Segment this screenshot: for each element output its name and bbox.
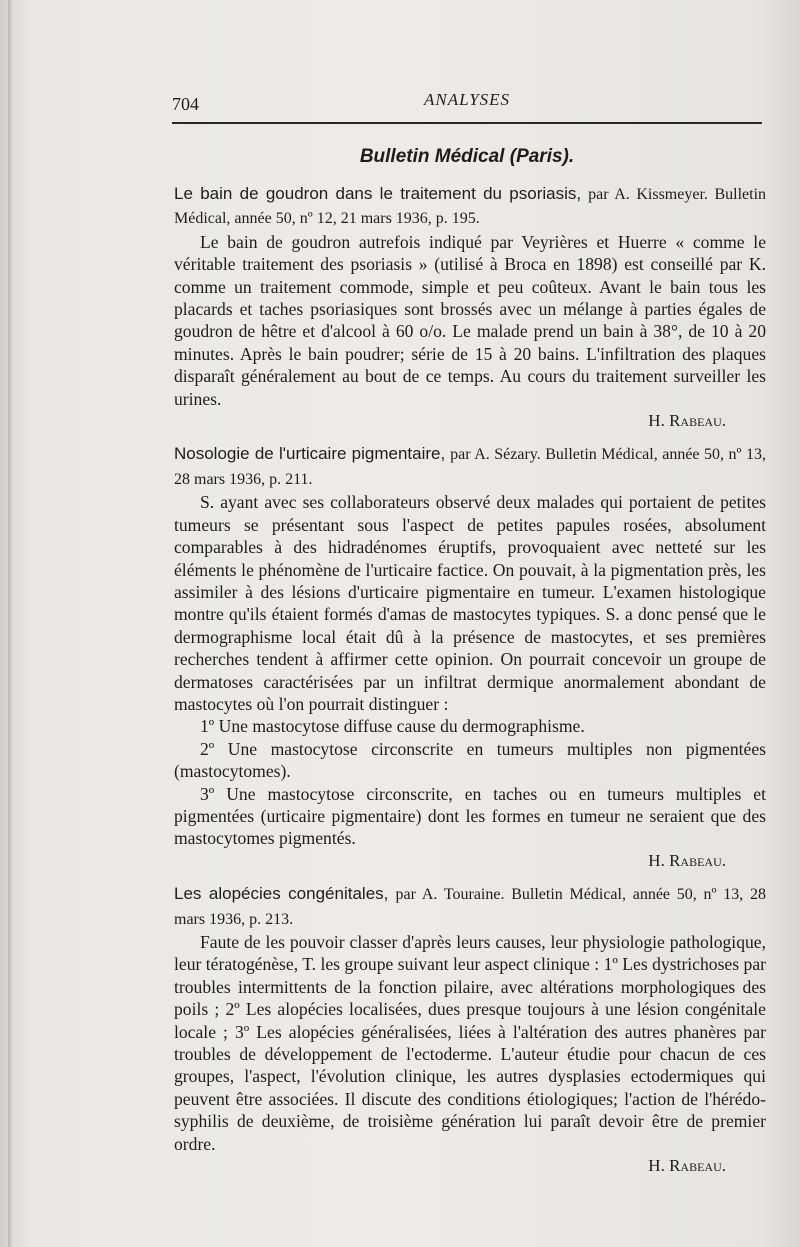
article-title: Le bain de goudron dans le traitement du psoriasis, xyxy=(174,184,582,203)
article-paragraph: Le bain de goudron autrefois indiqué par Veyrières et Huerre « comme le véritable traitement des psoriasis » (utilisé à Broca en 1898) est conseillé par K. comme un traitement commode, simple et peu coûteux. Avant le bain tous les placards et taches psoriasiques sont brossés avec un mélange à parties égales de goudron de hêtre et d'alcool à 60 o/o. Le malade prend un bain à 38°, de 10 à 20 minutes. Après le bain poudrer; série de 15 à 20 bains. L'infiltration des plaques disparaît généralement au bout de ce temps. Au cours du traitement surveiller les urines. xyxy=(174,231,766,409)
header-rule xyxy=(172,122,762,124)
list-item: 2º Une mastocytose circonscrite en tumeurs multiples non pigmentées (mastocytomes). xyxy=(174,738,766,782)
article-title: Les alopécies congénitales, xyxy=(174,884,389,904)
article-signature: H. Rabeau. xyxy=(648,411,726,431)
article-paragraph: S. ayant avec ses collaborateurs observé deux malades qui portaient de petites tumeurs se présentant sous l'aspect de petites papules rosées, absolument comparables à des hidradénomes éruptifs, provoquaient avec netteté sur les éléments le phénomène de l'urticaire factice. On pouvait, à la pigmentation près, les assimiler à des lésions d'urticaire pigmentaire en tumeur. L'examen histologique montre qu'ils étaient formés d'amas de mastocytes typiques. S. a donc pensé que le dermographisme local était dû à la présence de mastocytes, et ses premières recherches tendent à affirmer cette opinion. On pourrait concevoir un groupe de dermatoses caractérisées par un infiltrat dermique anormalement abondant de mastocytes où l'on pourrait distinguer : xyxy=(174,492,766,714)
article-citation: par A. Sézary. Bulletin Médical, année 50, nº 13, 28 mars 1936, p. 211. xyxy=(174,446,766,488)
page-header xyxy=(172,88,762,118)
page-number: 704 xyxy=(172,94,199,114)
article-2 xyxy=(174,442,766,872)
page-spine-shadow xyxy=(8,0,12,1247)
list-item: 1º Une mastocytose diffuse cause du dermographisme. xyxy=(200,716,585,737)
article-1 xyxy=(174,182,766,432)
article-gap xyxy=(174,872,766,882)
list-item: 3º Une mastocytose circonscrite, en taches ou en tumeurs multiples et pigmentées (urticaire pigmentaire) dont les formes en tumeur ne seraient que des mastocytomes pigmentés. xyxy=(174,783,766,849)
article-3 xyxy=(174,882,766,1177)
running-head: ANALYSES xyxy=(423,90,511,109)
article-title: Nosologie de l'urticaire pigmentaire, xyxy=(174,444,446,464)
article-heading xyxy=(174,442,766,491)
article-citation: par A. Kissmeyer. Bulletin Médical, année 50, nº 12, 21 mars 1936, p. 195. xyxy=(174,186,767,228)
articles-column xyxy=(174,182,766,1177)
article-paragraph: Faute de les pouvoir classer d'après leurs causes, leur physiologie pathologique, leur tératogénèse, T. les groupe suivant leur aspect clinique : 1º Les dystrichoses par troubles intermittents de la fonction pilaire, avec altérations morphologiques des poils ; 2º Les alopécies localisées, dues presque toujours à une lésion congénitale locale ; 3º Les alopécies généralisées, liées à l'altération des autres phanères par troubles de développement de l'ectoderme. L'auteur étudie pour chacun de ces groupes, l'aspect, l'évolution clinique, les autres dysplasies ectodermiques qui peuvent être associées. Il discute des conditions étiologiques; l'action de l'hérédo-syphilis de deuxième, de troisième génération lui paraît devoir être de premier ordre. xyxy=(174,932,766,1154)
article-signature: H. Rabeau. xyxy=(648,1156,726,1176)
journal-title: Bulletin Médical (Paris). xyxy=(359,146,575,167)
article-heading xyxy=(174,182,766,231)
article-signature: H. Rabeau. xyxy=(648,850,726,870)
article-gap xyxy=(174,432,766,442)
article-citation: par A. Touraine. Bulletin Médical, année 50, nº 13, 28 mars 1936, p. 213. xyxy=(174,886,766,928)
article-heading xyxy=(174,882,766,931)
